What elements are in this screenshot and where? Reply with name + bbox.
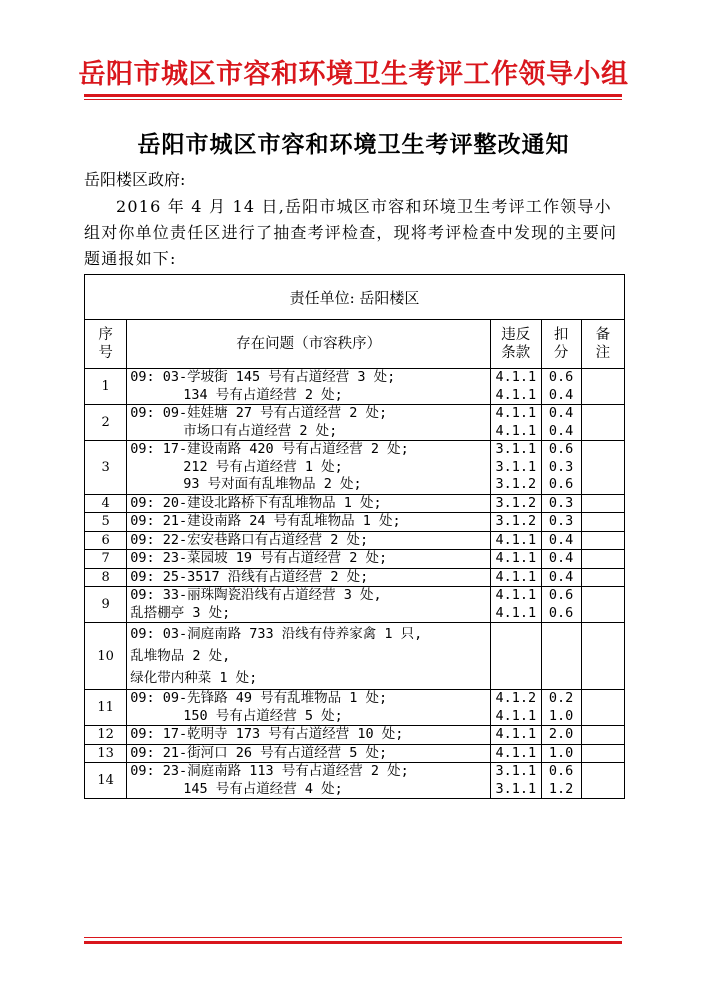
issue-cell: [127, 763, 491, 799]
deduct-value: 0.4: [548, 422, 574, 439]
row-number: 13: [85, 744, 127, 763]
issue-line: 09: 23-菜园坡 19 号有占道经营 2 处;: [130, 550, 388, 566]
clause-cell: [491, 726, 541, 745]
issue-line: 09: 09-先锋路 49 号有乱堆物品 1 处;: [130, 690, 388, 706]
issue-line: 212 号有占道经营 1 处;: [183, 458, 343, 475]
deduct-value: 0.4: [548, 531, 574, 548]
deduct-cell: [541, 726, 581, 745]
clause-value: 3.1.1: [495, 763, 537, 779]
row-number: 1: [85, 369, 127, 405]
note-cell: [581, 531, 624, 550]
issue-line: 乱堆物品 2 处,: [130, 648, 231, 664]
body-paragraph-text: 2016 年 4 月 14 日,岳阳市城区市容和环境卫生考评工作领导小组对你单位责任区进行了抽查考评检查，现将考评检查中发现的主要问题通报如下:: [84, 197, 618, 268]
issue-line: 145 号有占道经营 4 处;: [183, 780, 343, 797]
body-paragraph: [84, 194, 624, 272]
clause-value: 4.1.1: [495, 369, 537, 385]
issue-cell: [127, 369, 491, 405]
deduct-cell: [541, 568, 581, 587]
header-clause: [491, 320, 541, 369]
clause-value: 3.1.1: [495, 780, 537, 797]
issue-line: 09: 25-3517 沿线有占道经营 2 处;: [130, 568, 369, 585]
header-note: [581, 320, 624, 369]
deduct-cell: [541, 763, 581, 799]
deduct-value: 0.3: [548, 494, 574, 511]
issue-line: 134 号有占道经营 2 处;: [183, 386, 343, 403]
row-number: 5: [85, 513, 127, 532]
deduct-value: 0.3: [548, 513, 574, 529]
clause-value: 3.1.2: [495, 494, 537, 511]
table-row: [85, 441, 625, 495]
clause-value: 4.1.1: [495, 531, 537, 548]
note-cell: [581, 568, 624, 587]
deduct-value: 0.4: [548, 386, 574, 403]
table-row: [85, 744, 625, 763]
deduct-value: 0.6: [548, 604, 574, 621]
clause-value: 4.1.2: [495, 690, 537, 706]
header-clause-label: 违反条款: [501, 327, 531, 361]
table-row: [85, 513, 625, 532]
org-header: 岳阳市城区市容和环境卫生考评工作领导小组: [78, 59, 629, 90]
issue-line: 09: 03-洞庭南路 733 沿线有侍养家禽 1 只,: [130, 626, 423, 642]
clause-cell: [491, 587, 541, 623]
deduct-cell: [541, 441, 581, 495]
issue-line: 09: 20-建设北路桥下有乱堆物品 1 处;: [130, 494, 382, 511]
clause-cell: [491, 405, 541, 441]
deduct-cell: [541, 587, 581, 623]
clause-cell: [491, 623, 541, 690]
issue-line: 150 号有占道经营 5 处;: [183, 707, 343, 724]
deduct-cell: [541, 690, 581, 726]
deduct-cell: [541, 369, 581, 405]
deduct-value: 0.2: [548, 690, 574, 706]
clause-value: 3.1.1: [495, 441, 537, 457]
note-cell: [581, 550, 624, 569]
clause-value: 3.1.2: [495, 513, 537, 529]
clause-cell: [491, 494, 541, 513]
issue-line: 09: 23-洞庭南路 113 号有占道经营 2 处;: [130, 763, 409, 779]
clause-value: 3.1.1: [495, 458, 537, 475]
deduct-value: 0.4: [548, 568, 574, 585]
deduct-value: 0.6: [548, 587, 574, 603]
clause-cell: [491, 513, 541, 532]
clause-value: 4.1.1: [495, 422, 537, 439]
table-row: [85, 690, 625, 726]
header-issue: 存在问题（市容秩序）: [127, 320, 491, 369]
clause-value: 3.1.2: [495, 476, 537, 492]
table-row: [85, 494, 625, 513]
deduct-value: 0.3: [548, 458, 574, 475]
issue-cell: [127, 587, 491, 623]
note-cell: [581, 726, 624, 745]
clause-cell: [491, 531, 541, 550]
issue-line: 绿化带内种菜 1 处;: [130, 670, 258, 686]
deduct-value: 0.6: [548, 763, 574, 779]
row-number: 7: [85, 550, 127, 569]
row-number: 4: [85, 494, 127, 513]
deduct-value: 0.4: [548, 550, 574, 566]
table-row: [85, 531, 625, 550]
deduct-cell: [541, 405, 581, 441]
header-no-label: 序号: [98, 327, 113, 361]
deduct-cell: [541, 550, 581, 569]
note-cell: [581, 369, 624, 405]
deduct-value: 0.4: [548, 405, 574, 421]
note-cell: [581, 513, 624, 532]
note-cell: [581, 441, 624, 495]
recipient: 岳阳楼区政府:: [84, 170, 186, 189]
row-number: 14: [85, 763, 127, 799]
table-row: [85, 726, 625, 745]
note-cell: [581, 587, 624, 623]
row-number: 3: [85, 441, 127, 495]
deduct-value: 0.6: [548, 369, 574, 385]
table-row: [85, 623, 625, 690]
issue-line: 09: 21-街河口 26 号有占道经营 5 处;: [130, 744, 388, 761]
row-number: 12: [85, 726, 127, 745]
issue-cell: [127, 513, 491, 532]
issue-cell: [127, 441, 491, 495]
clause-cell: [491, 441, 541, 495]
note-cell: [581, 405, 624, 441]
row-number: 6: [85, 531, 127, 550]
deduct-value: 0.6: [548, 441, 574, 457]
table-row: [85, 587, 625, 623]
clause-value: 4.1.1: [495, 386, 537, 403]
deduct-value: 2.0: [548, 726, 574, 742]
footer-red-line-thick: [84, 941, 622, 944]
issue-line: 市场口有占道经营 2 处;: [183, 422, 338, 439]
note-cell: [581, 623, 624, 690]
clause-value: 4.1.1: [495, 587, 537, 603]
clause-value: 4.1.1: [495, 726, 537, 742]
header-note-label: 备注: [595, 327, 611, 361]
issue-line: 09: 21-建设南路 24 号有乱堆物品 1 处;: [130, 513, 401, 529]
deduct-cell: [541, 623, 581, 690]
issue-cell: [127, 623, 491, 690]
clause-value: 4.1.1: [495, 707, 537, 724]
note-cell: [581, 763, 624, 799]
clause-cell: [491, 744, 541, 763]
header-deduct: [541, 320, 581, 369]
issue-line: 09: 09-娃娃塘 27 号有占道经营 2 处;: [130, 405, 388, 421]
clause-value: 4.1.1: [495, 744, 537, 761]
clause-cell: [491, 568, 541, 587]
issue-cell: [127, 550, 491, 569]
header-deduct-label: 扣分: [553, 327, 569, 361]
table-row: [85, 763, 625, 799]
header-no: [85, 320, 127, 369]
deduct-cell: [541, 494, 581, 513]
clause-value: 4.1.1: [495, 568, 537, 585]
clause-cell: [491, 550, 541, 569]
header-red-line-thick: [84, 94, 622, 97]
deduct-value: 1.2: [548, 780, 574, 797]
note-cell: [581, 494, 624, 513]
responsible-unit: 责任单位: 岳阳楼区: [85, 275, 625, 320]
table-row: [85, 550, 625, 569]
row-number: 8: [85, 568, 127, 587]
issue-line: 乱搭棚亭 3 处;: [130, 604, 231, 621]
table-row: [85, 369, 625, 405]
issue-line: 93 号对面有乱堆物品 2 处;: [183, 476, 362, 492]
deduct-cell: [541, 531, 581, 550]
clause-cell: [491, 690, 541, 726]
clause-cell: [491, 763, 541, 799]
table-row: [85, 405, 625, 441]
issue-cell: [127, 405, 491, 441]
row-number: 2: [85, 405, 127, 441]
deduct-value: 1.0: [548, 707, 574, 724]
header-red-line-thin: [84, 99, 622, 100]
issue-line: 09: 17-建设南路 420 号有占道经营 2 处;: [130, 441, 409, 457]
deduct-value: 0.6: [548, 476, 574, 492]
clause-cell: [491, 369, 541, 405]
deduct-cell: [541, 744, 581, 763]
clause-value: 4.1.1: [495, 604, 537, 621]
document-title: 岳阳市城区市容和环境卫生考评整改通知: [137, 131, 570, 158]
note-cell: [581, 744, 624, 763]
issue-line: 09: 03-学坡街 145 号有占道经营 3 处;: [130, 369, 396, 385]
issue-cell: [127, 494, 491, 513]
issue-line: 09: 33-丽珠陶瓷沿线有占道经营 3 处,: [130, 587, 382, 603]
note-cell: [581, 690, 624, 726]
issue-cell: [127, 531, 491, 550]
footer-red-line-thin: [84, 937, 622, 938]
header-row: [85, 320, 625, 369]
row-number: 11: [85, 690, 127, 726]
unit-row: [85, 275, 625, 320]
row-number: 9: [85, 587, 127, 623]
issues-table: [84, 274, 625, 799]
issue-line: 09: 17-乾明寺 173 号有占道经营 10 处;: [130, 726, 404, 742]
deduct-cell: [541, 513, 581, 532]
clause-value: 4.1.1: [495, 405, 537, 421]
issue-cell: [127, 568, 491, 587]
issue-line: 09: 22-宏安巷路口有占道经营 2 处;: [130, 531, 369, 548]
deduct-value: 1.0: [548, 744, 574, 761]
clause-value: 4.1.1: [495, 550, 537, 566]
issue-cell: [127, 690, 491, 726]
row-number: 10: [85, 623, 127, 690]
issue-cell: [127, 726, 491, 745]
table-row: [85, 568, 625, 587]
issue-cell: [127, 744, 491, 763]
